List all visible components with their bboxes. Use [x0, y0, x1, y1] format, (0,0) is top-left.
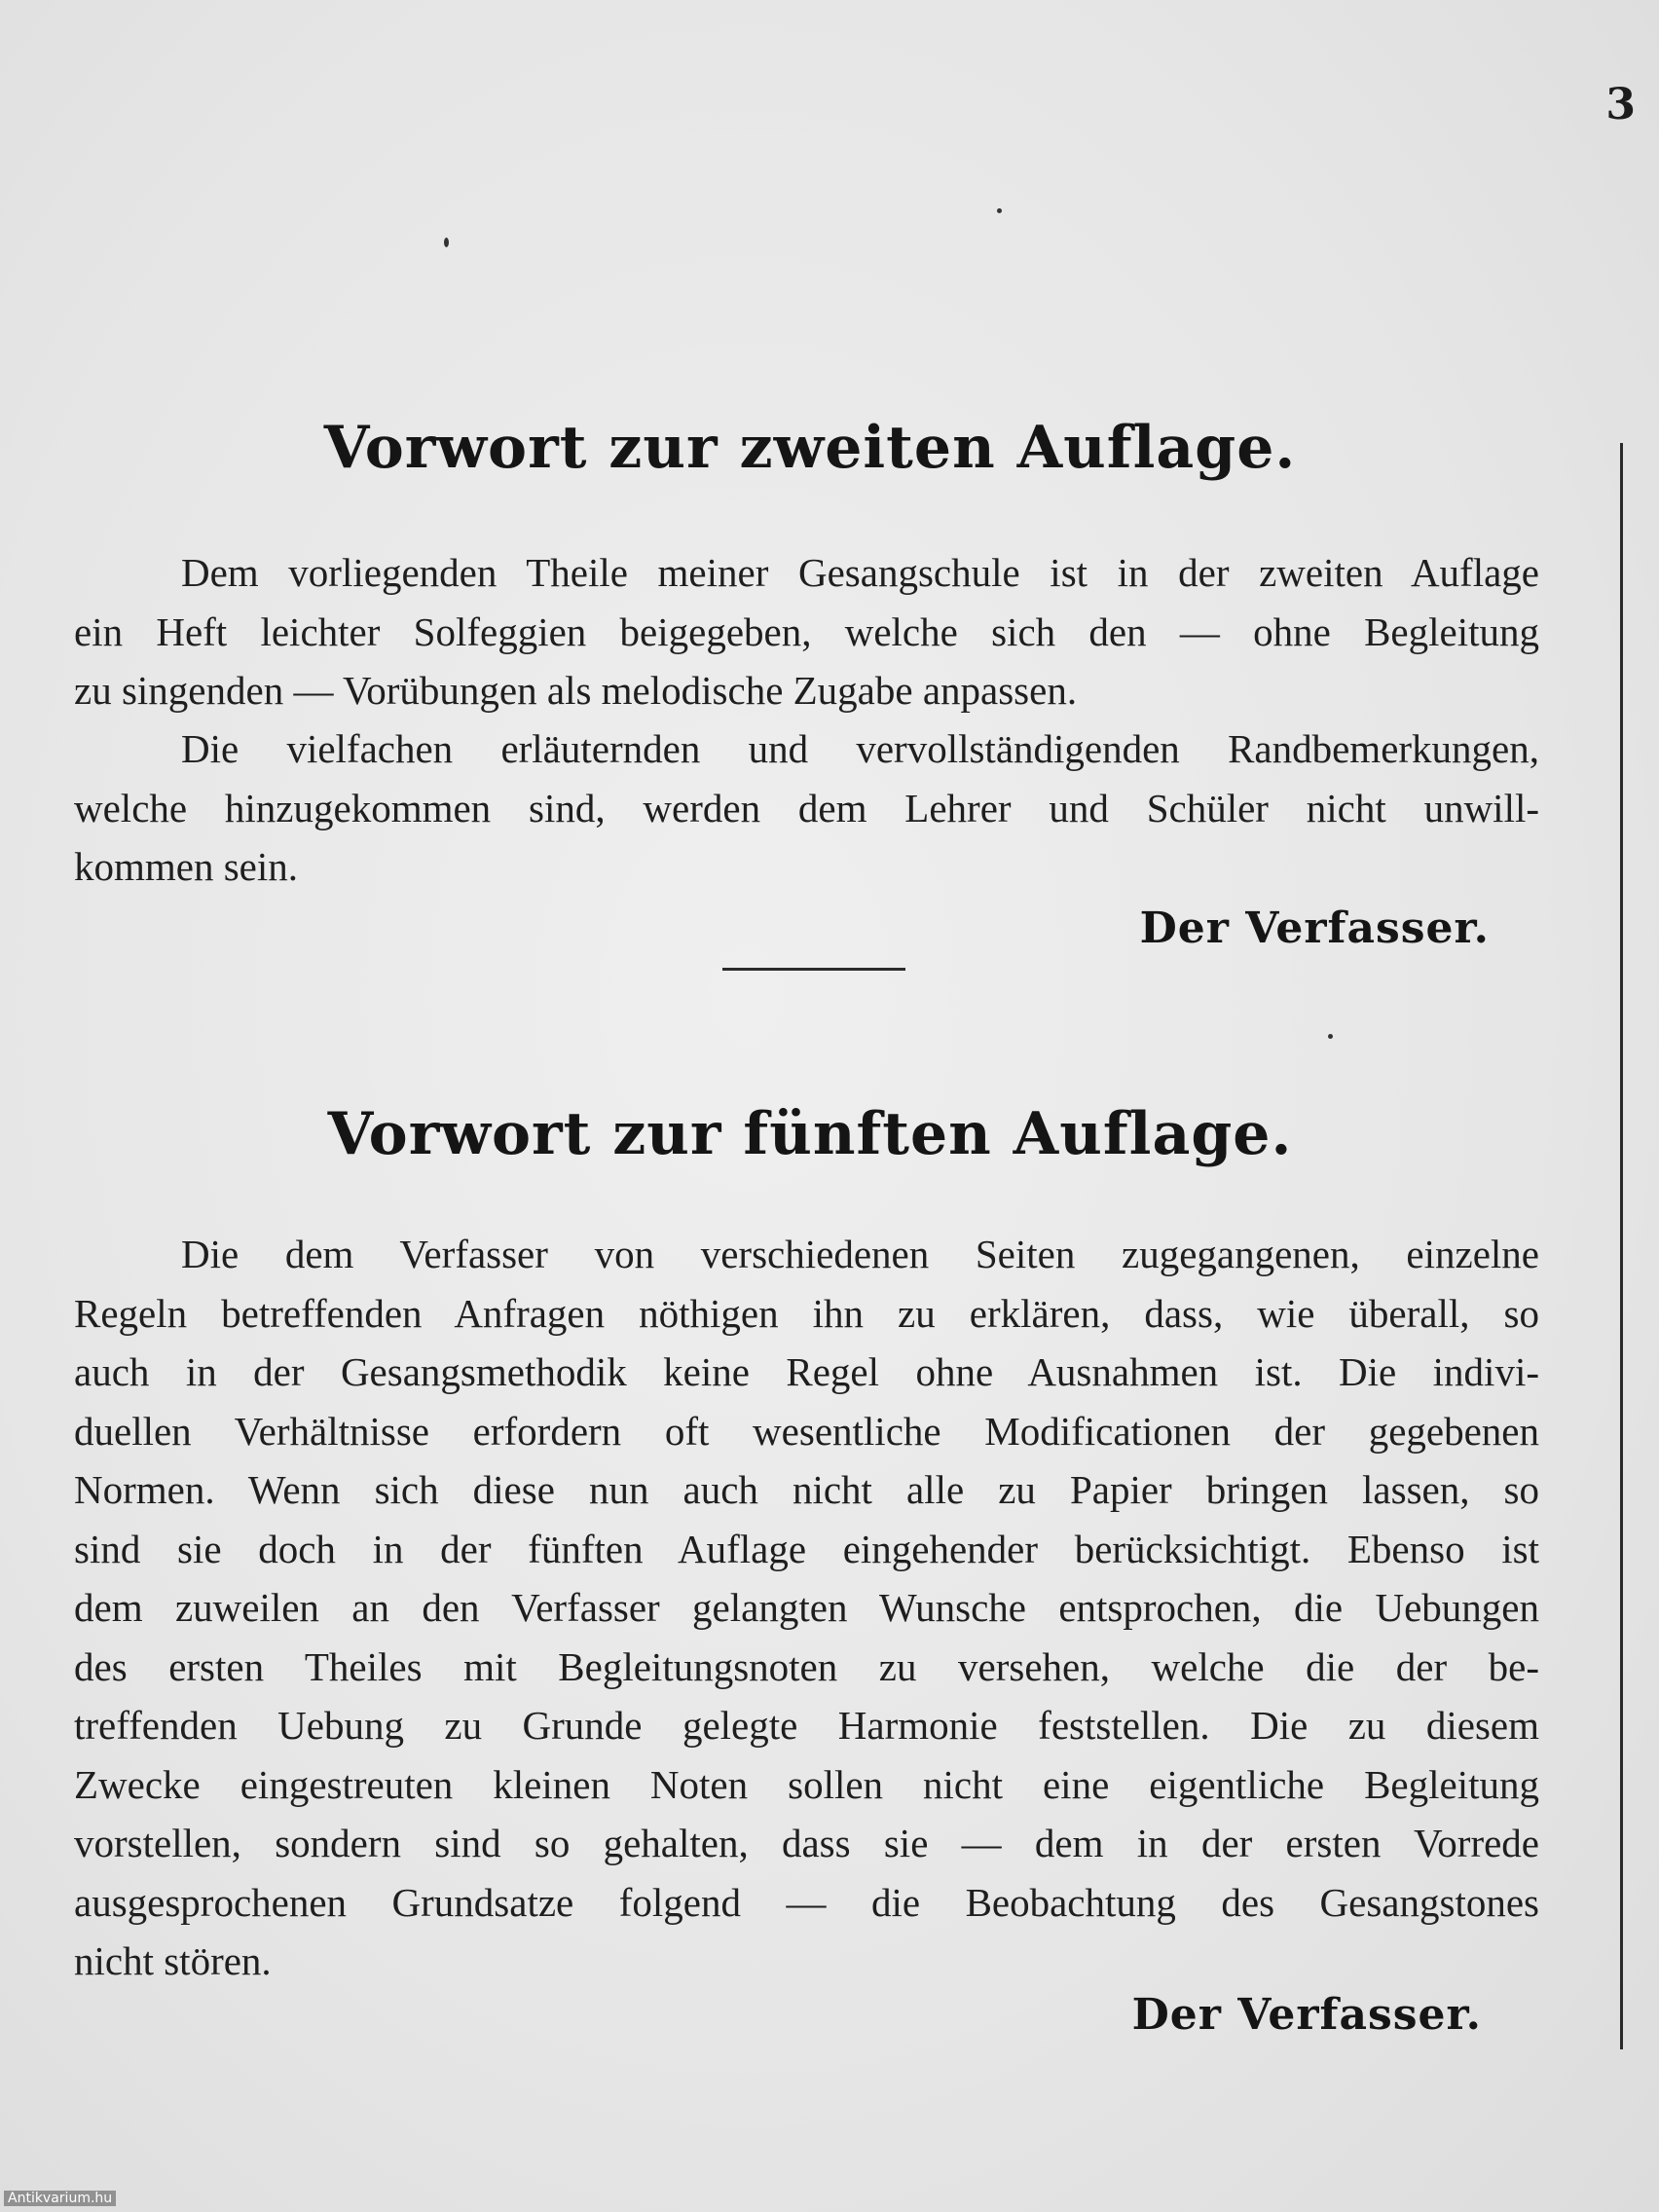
- text-line: treffenden Uebung zu Grunde gelegte Harmonie feststellen. Die zu diesem: [74, 1703, 1539, 1748]
- text-line: Regeln betreffenden Anfragen nöthigen ihn zu erklären, dass, wie überall, so: [74, 1290, 1539, 1336]
- text-line: Normen. Wenn sich diese nun auch nicht alle zu Papier bringen lassen, so: [74, 1467, 1539, 1512]
- text-line: ausgesprochenen Grundsatze folgend — die Beobachtung des Gesangstones: [74, 1879, 1539, 1925]
- ink-speck: [1328, 1034, 1333, 1039]
- author-signature: Der Verfasser.: [1131, 1990, 1482, 2040]
- ink-speck: [444, 238, 449, 247]
- text-line: auch in der Gesangsmethodik keine Regel ohne Ausnahmen ist. Die indivi-: [74, 1349, 1539, 1394]
- page-number: 3: [1605, 80, 1636, 129]
- text-line: zu singenden — Vorübungen als melodische Zugabe anpassen.: [74, 668, 1078, 713]
- watermark: Antikvarium.hu: [4, 2191, 116, 2206]
- text-line: kommen sein.: [74, 844, 299, 889]
- ink-speck: [997, 208, 1002, 213]
- text-line: vorstellen, sondern sind so gehalten, dass sie — dem in der ersten Vorrede: [74, 1821, 1539, 1865]
- text-line: welche hinzugekommen sind, werden dem Lehrer und Schüler nicht unwill-: [74, 785, 1539, 830]
- text-line: dem zuweilen an den Verfasser gelangten Wunsche entsprochen, die Uebungen: [74, 1585, 1539, 1630]
- text-line: Dem vorliegenden Theile meiner Gesangschule ist in der zweiten Auflage: [181, 550, 1539, 595]
- text-line: sind sie doch in der fünften Auflage eingehender berücksichtigt. Ebenso ist: [74, 1526, 1539, 1571]
- preface-second-edition-paragraph-1: [74, 543, 1539, 720]
- preface-fifth-edition-paragraph: [74, 1225, 1539, 1991]
- text-line: des ersten Theiles mit Begleitungsnoten zu versehen, welche die der be-: [74, 1643, 1539, 1689]
- text-line: Die dem Verfasser von verschiedenen Seiten zugegangenen, einzelne: [181, 1232, 1539, 1276]
- text-line: duellen Verhältnisse erfordern oft wesentliche Modificationen der gegebenen: [74, 1408, 1539, 1454]
- margin-rule: [1620, 443, 1623, 2049]
- section-heading-second-edition: Vorwort zur zweiten Auflage.: [323, 414, 1297, 482]
- section-heading-fifth-edition: Vorwort zur fünften Auflage.: [327, 1100, 1293, 1168]
- text-line: Zwecke eingestreuten kleinen Noten sollen nicht eine eigentliche Begleitung: [74, 1761, 1539, 1807]
- text-line: ein Heft leichter Solfeggien beigegeben, welche sich den — ohne Begleitung: [74, 608, 1539, 654]
- section-divider: [722, 968, 905, 971]
- author-signature: Der Verfasser.: [1139, 903, 1490, 953]
- preface-second-edition-paragraph-2: [74, 719, 1539, 897]
- text-line: nicht stören.: [74, 1938, 272, 1983]
- text-line: Die vielfachen erläuternden und vervollständigenden Randbemerkungen,: [181, 726, 1539, 771]
